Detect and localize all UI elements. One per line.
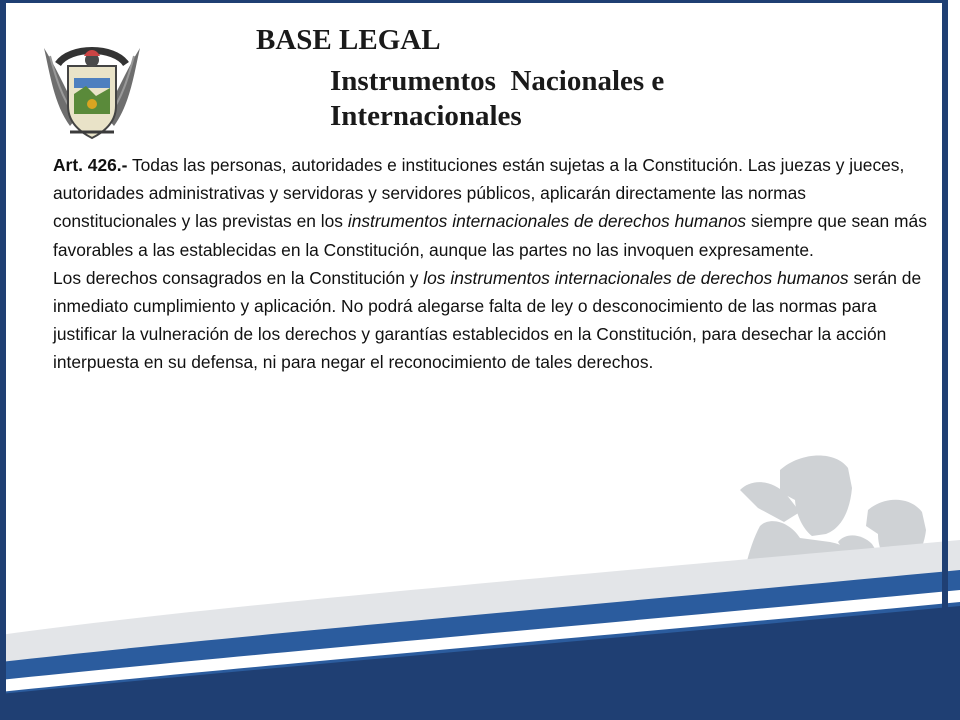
slide-subtitle <box>330 64 850 134</box>
paragraph-1-text-b: siempre que sean más favorables a las establecidas en la Constitución, aunque las partes no las invoquen expresamente. <box>53 211 927 260</box>
paragraph-1-italic: instrumentos internacionales de derechos humanos <box>347 211 747 232</box>
subtitle-line-2: Internacionales <box>330 100 522 132</box>
article-paragraph-2 <box>53 264 933 377</box>
background-art <box>0 430 960 720</box>
paragraph-2-text-b: serán de inmediato cumplimiento y aplicación. No podrá alegarse falta de ley o desconocimiento de las normas para justificar la vulneración de los derechos y garantías establecidos en la Constitución, para desechar la acción interpuesta en su defensa, ni para negar el reconocimiento de tales derechos. <box>53 267 922 373</box>
subtitle-line-1: Instrumentos Nacionales e <box>330 65 665 97</box>
article-label: Art. 426.- <box>53 155 128 175</box>
article-paragraph-1 <box>53 151 933 264</box>
paragraph-2-text-a: Los derechos consagrados en la Constitución y <box>53 267 424 288</box>
paragraph-2-italic: los instrumentos internacionales de derechos humanos <box>423 267 849 288</box>
paragraph-1-text-a: Todas las personas, autoridades e instituciones están sujetas a la Constitución. Las juezas y jueces, autoridades administrativas y servidoras y servidores públicos, aplicarán directamente las normas constitucionales y las previstas en los <box>53 155 905 232</box>
slide-title: BASE LEGAL <box>256 24 441 56</box>
police-emblem-icon <box>40 34 144 142</box>
article-text <box>53 151 933 377</box>
